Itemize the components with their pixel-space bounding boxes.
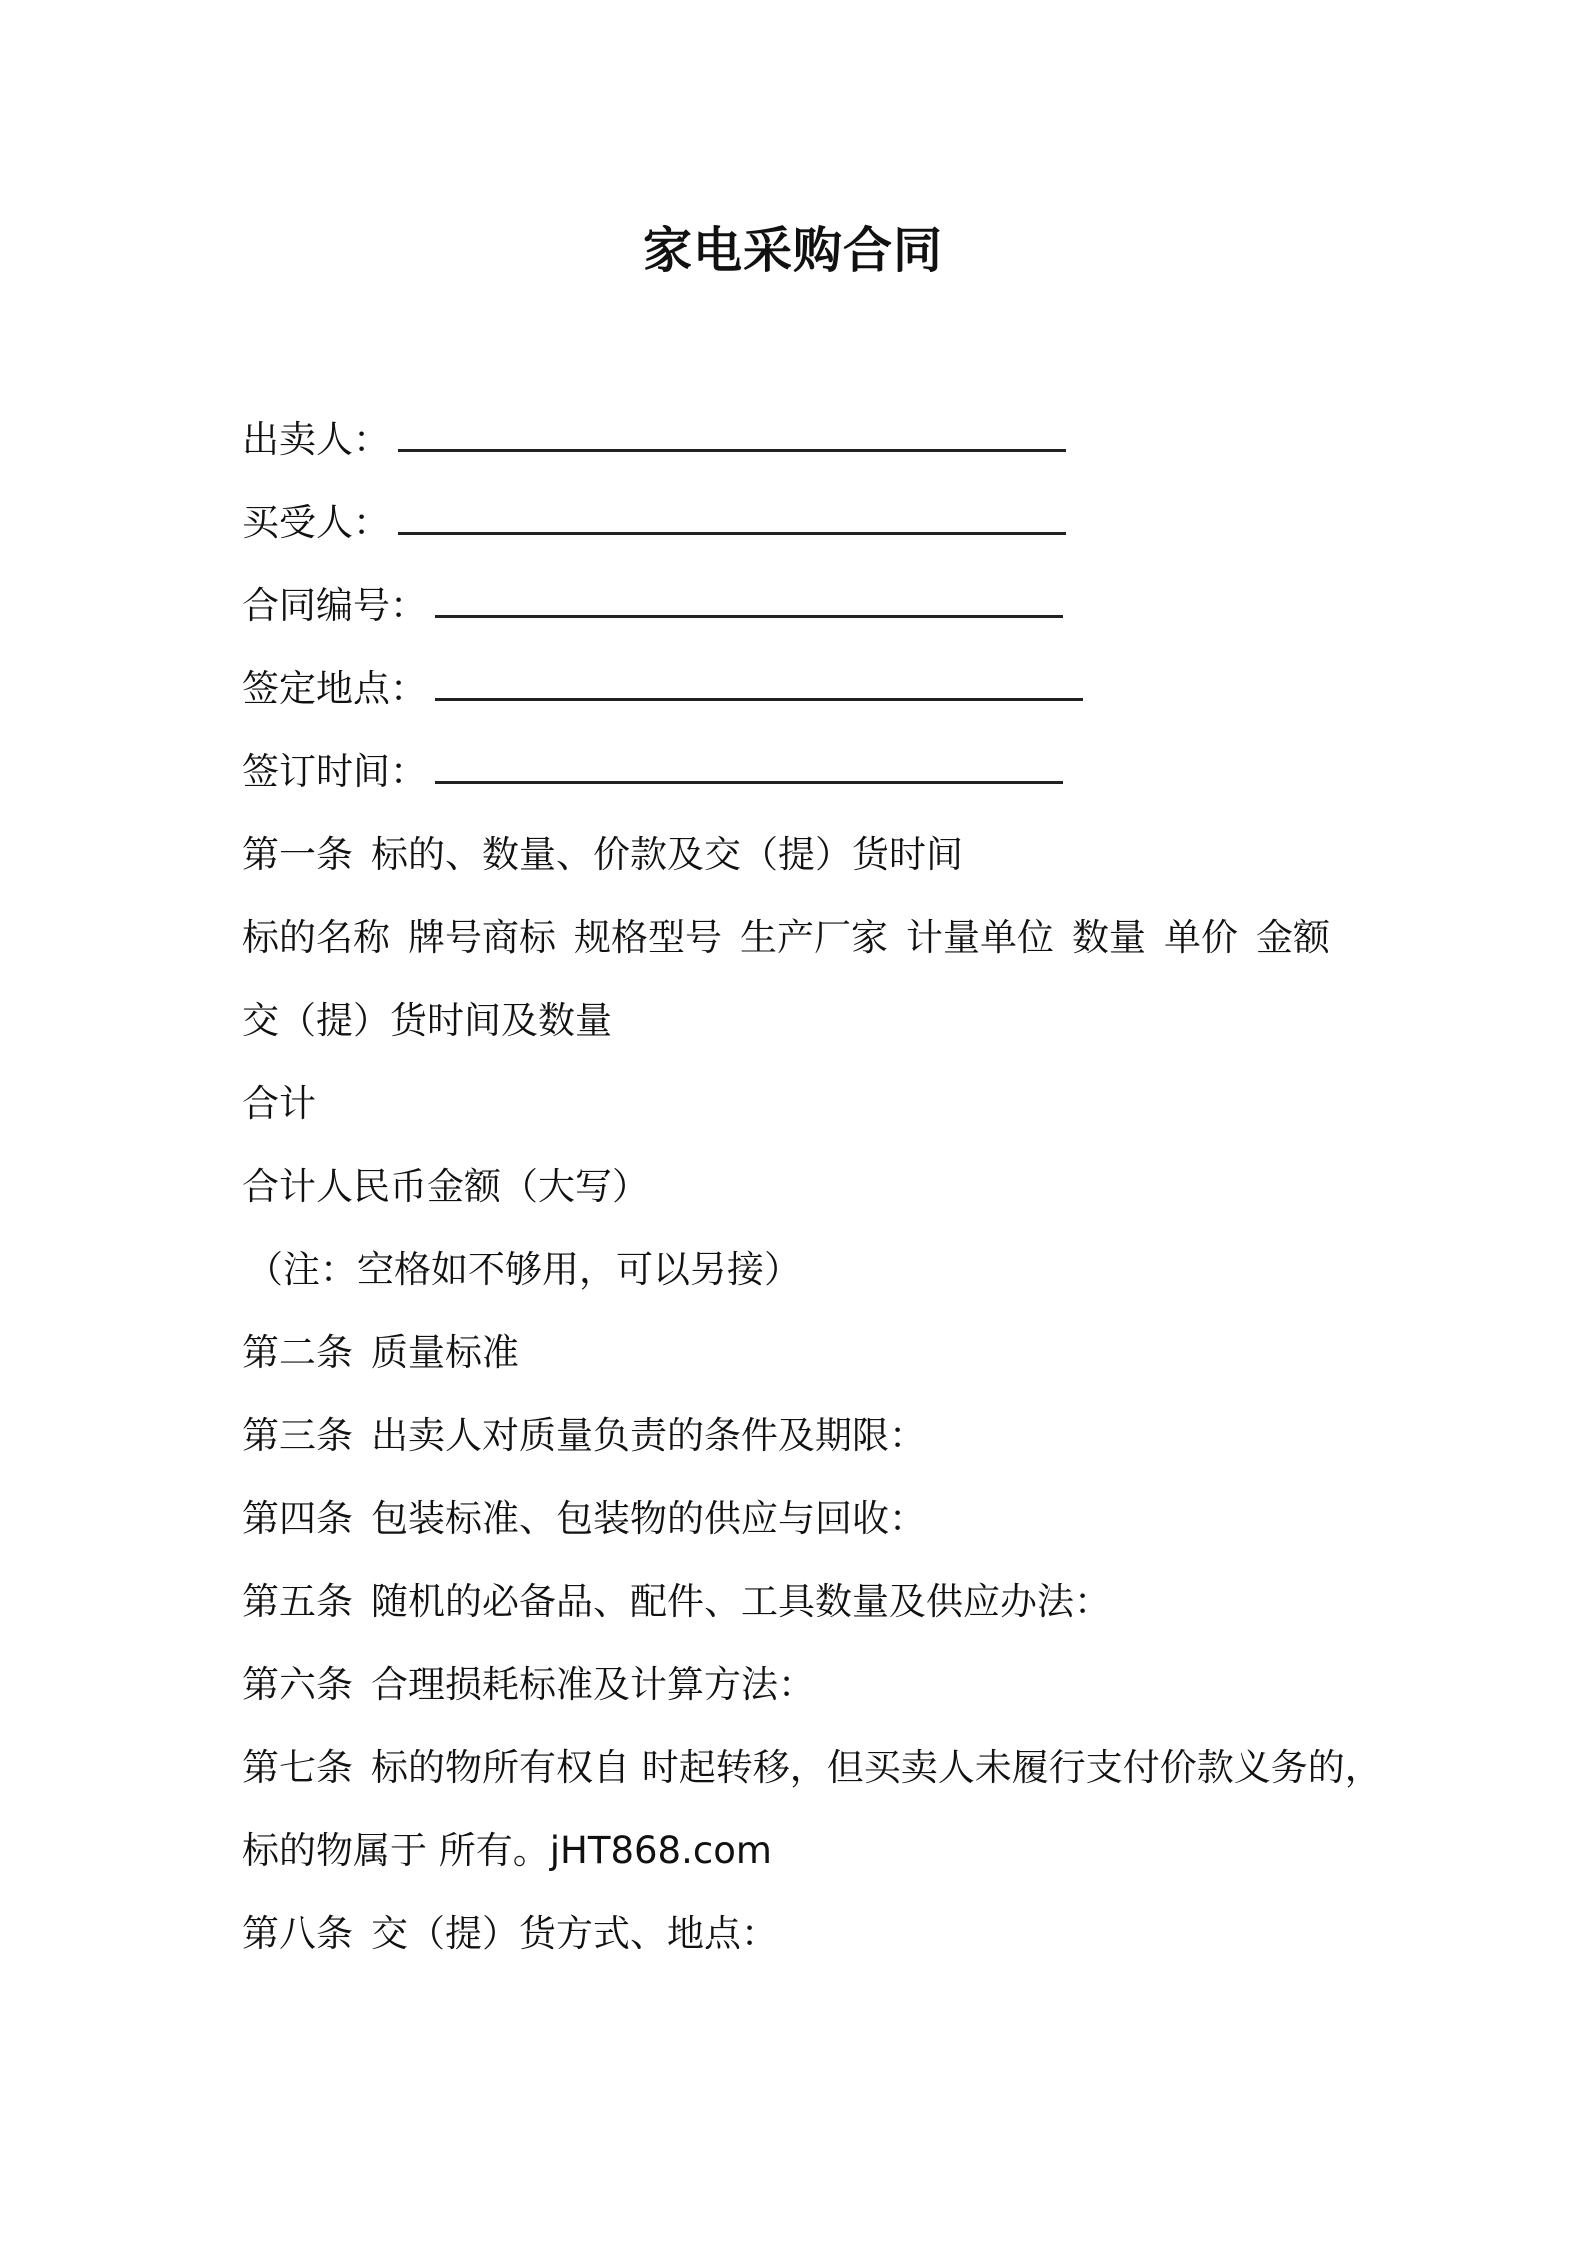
total-rmb-row: 合计人民币金额（大写） <box>242 1165 649 1208</box>
buyer-blank[interactable] <box>398 494 1066 535</box>
contract-number-field-row <box>242 576 1392 659</box>
article-7-heading: 第七条 <box>242 1746 353 1789</box>
table-header-row <box>242 908 1392 991</box>
table-header-amount: 金额 <box>1256 916 1330 959</box>
article-5-heading: 第五条 <box>242 1580 353 1623</box>
article-1-text: 标的、数量、价款及交（提）货时间 <box>371 833 963 876</box>
article-2-heading: 第二条 <box>242 1331 353 1374</box>
contract-number-blank[interactable] <box>435 577 1063 618</box>
article-4 <box>242 1489 1392 1572</box>
article-7-continuation: 标的物属于 所有。jHT868.com <box>242 1829 772 1872</box>
table-header-quantity: 数量 <box>1072 916 1146 959</box>
article-2 <box>242 1323 1392 1406</box>
article-3-heading: 第三条 <box>242 1414 353 1457</box>
signing-time-label: 签订时间： <box>242 750 427 793</box>
article-6-heading: 第六条 <box>242 1663 353 1706</box>
article-7-text: 标的物所有权自 时起转移，但买卖人未履行支付价款义务的， <box>371 1746 1382 1789</box>
table-header-manufacturer: 生产厂家 <box>740 916 888 959</box>
document-title: 家电采购合同 <box>642 222 943 279</box>
contract-number-label: 合同编号： <box>242 584 427 627</box>
signing-time-field-row <box>242 742 1392 825</box>
article-6-text: 合理损耗标准及计算方法： <box>371 1663 815 1706</box>
seller-blank[interactable] <box>398 411 1066 452</box>
article-5 <box>242 1572 1392 1655</box>
buyer-label: 买受人： <box>242 501 390 544</box>
table-header-unit-price: 单价 <box>1164 916 1238 959</box>
note-row: （注：空格如不够用，可以另接） <box>246 1248 801 1291</box>
article-1 <box>242 825 1392 908</box>
document-body <box>242 410 1392 1987</box>
article-4-heading: 第四条 <box>242 1497 353 1540</box>
buyer-field-row <box>242 493 1392 576</box>
article-6 <box>242 1655 1392 1738</box>
signing-place-label: 签定地点： <box>242 667 427 710</box>
article-8-text: 交（提）货方式、地点： <box>371 1912 778 1955</box>
seller-label: 出卖人： <box>242 418 390 461</box>
delivery-row: 交（提）货时间及数量 <box>242 999 612 1042</box>
table-header-brand: 牌号商标 <box>408 916 556 959</box>
table-header-model: 规格型号 <box>574 916 722 959</box>
article-1-heading: 第一条 <box>242 833 353 876</box>
article-8 <box>242 1904 1392 1987</box>
total-row: 合计 <box>242 1082 316 1125</box>
article-3 <box>242 1406 1392 1489</box>
article-3-text: 出卖人对质量负责的条件及期限： <box>371 1414 926 1457</box>
article-7 <box>242 1738 1392 1821</box>
article-5-text: 随机的必备品、配件、工具数量及供应办法： <box>371 1580 1111 1623</box>
table-header-item-name: 标的名称 <box>242 916 390 959</box>
signing-place-field-row <box>242 659 1392 742</box>
article-4-text: 包装标准、包装物的供应与回收： <box>371 1497 926 1540</box>
signing-time-blank[interactable] <box>435 743 1063 784</box>
article-2-text: 质量标准 <box>371 1331 519 1374</box>
signing-place-blank[interactable] <box>435 660 1083 701</box>
article-8-heading: 第八条 <box>242 1912 353 1955</box>
table-header-unit: 计量单位 <box>906 916 1054 959</box>
seller-field-row <box>242 410 1392 493</box>
